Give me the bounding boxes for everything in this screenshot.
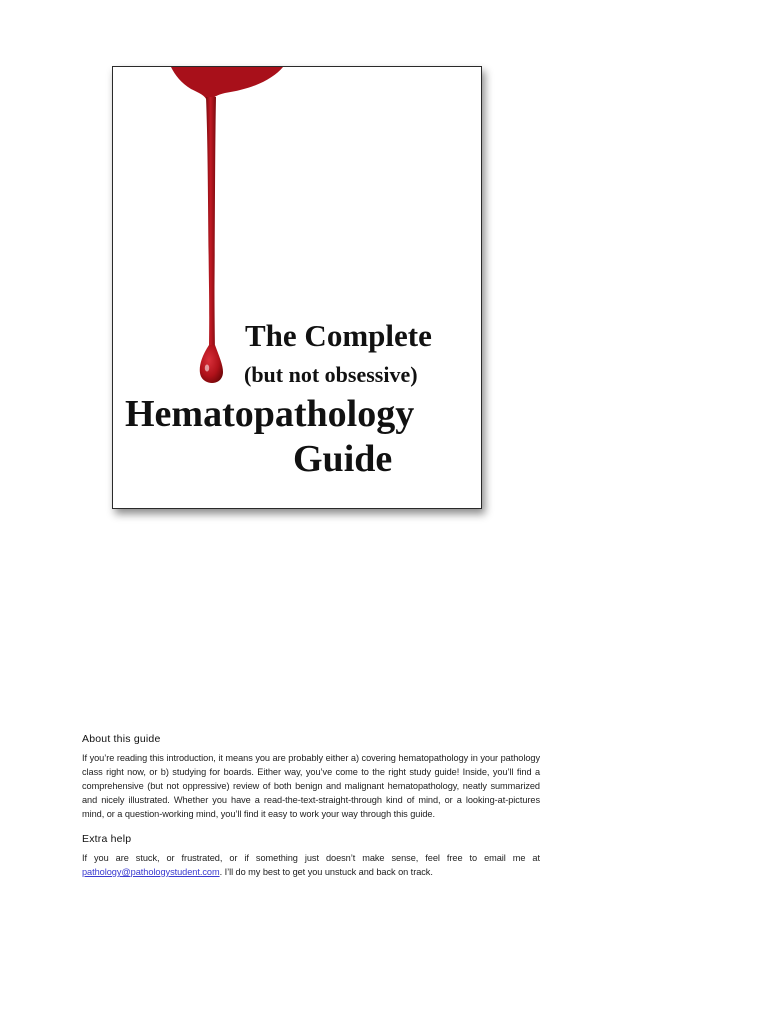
about-body: If you’re reading this introduction, it means you are probably either a) covering hematopathology in your pathology class right now, or b) studying for boards. Either way, you’ve come to the right study guide! Inside, you’ll find a comprehensive (but not oppressive) review of both benign and malignant hematopathology, neatly summarized and nicely illustrated. Whether you have a read-the-text-straight-through kind of mind, or a looking-at-pictures mind, or a question-working mind, you’ll find it easy to work your way through this guide. xyxy=(82,753,540,819)
intro-text xyxy=(82,733,540,891)
help-body-after: . I’ll do my best to get you unstuck and back on track. xyxy=(219,867,433,877)
cover-title-line-1: The Complete xyxy=(245,318,432,353)
help-body xyxy=(82,851,540,879)
help-body-before: If you are stuck, or frustrated, or if something just doesn’t make sense, feel free to email me at xyxy=(82,853,540,863)
cover-title-line-4: Guide xyxy=(293,438,393,480)
book-cover xyxy=(112,66,482,509)
email-link[interactable]: pathology@pathologystudent.com xyxy=(82,867,220,877)
about-heading: About this guide xyxy=(82,733,161,745)
help-heading: Extra help xyxy=(82,833,132,845)
cover-title-line-3: Hematopathology xyxy=(125,393,415,435)
cover-subtitle: (but not obsessive) xyxy=(244,362,418,387)
